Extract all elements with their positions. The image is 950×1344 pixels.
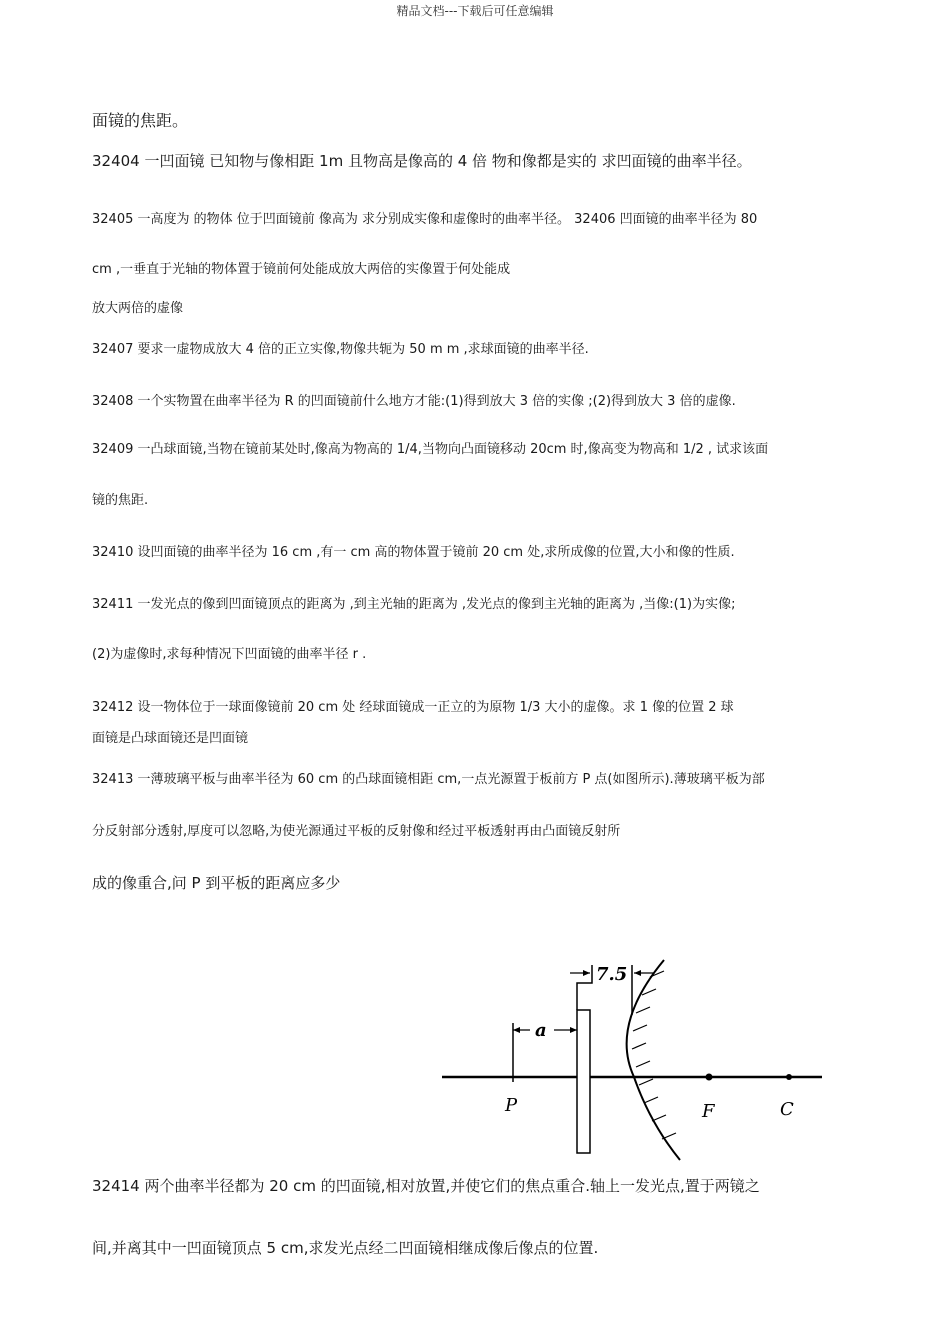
problem-32411: 32411 一发光点的像到凹面镜顶点的距离为 ,到主光轴的距离为 ,发光点的像到主光轴的距离为 ,当像:(1)为实像; bbox=[92, 597, 736, 612]
label-a: a bbox=[535, 1020, 547, 1041]
text-line-4: cm ,一垂直于光轴的物体置于镜前何处能成放大两倍的实像置于何处能成 bbox=[92, 262, 511, 277]
arrowhead-a-left bbox=[513, 1027, 520, 1033]
text-line-5: 放大两倍的虚像 bbox=[92, 301, 184, 316]
problem-32414: 32414 两个曲率半径都为 20 cm 的凹面镜,相对放置,并使它们的焦点重合.轴上一发光点,置于两镜之 bbox=[92, 1177, 760, 1195]
arrowhead-left bbox=[583, 970, 590, 976]
problem-32405-32406: 32405 一高度为 的物体 位于凹面镜前 像高为 求分别成实像和虚像时的曲率半径。 32406 凹面镜的曲率半径为 80 bbox=[92, 212, 758, 227]
arrowhead-a-right bbox=[570, 1027, 577, 1033]
problem-32408: 32408 一个实物置在曲率半径为 R 的凹面镜前什么地方才能:(1)得到放大 3 倍的实像 ;(2)得到放大 3 倍的虚像. bbox=[92, 394, 736, 409]
text-line-9: 镜的焦距. bbox=[92, 493, 149, 508]
problem-32410: 32410 设凹面镜的曲率半径为 16 cm ,有一 cm 高的物体置于镜前 20 cm 处,求所成像的位置,大小和像的性质. bbox=[92, 545, 735, 560]
problem-32407: 32407 要求一虚物成放大 4 倍的正立实像,物像共轭为 50 m m ,求球面镜的曲率半径. bbox=[92, 342, 589, 357]
page-header: 精品文档---下载后可任意编辑 bbox=[396, 4, 554, 18]
text-line-12: (2)为虚像时,求每种情况下凹面镜的曲率半径 r . bbox=[92, 647, 367, 662]
text-line-17: 成的像重合,问 P 到平板的距离应多少 bbox=[92, 874, 341, 892]
text-line-14: 面镜是凸球面镜还是凹面镜 bbox=[92, 731, 249, 746]
glass-plate bbox=[577, 1010, 590, 1153]
mirror-diagram bbox=[432, 955, 832, 1165]
problem-32404: 32404 一凹面镜 已知物与像相距 1m 且物高是像高的 4 倍 物和像都是实的 求凹面镜的曲率半径。 bbox=[92, 152, 752, 170]
problem-32412: 32412 设一物体位于一球面像镜前 20 cm 处 经球面镜成一正立的为原物 1/3 大小的虚像。求 1 像的位置 2 球 bbox=[92, 700, 734, 715]
label-f: F bbox=[702, 1101, 715, 1122]
center-point-dot bbox=[786, 1074, 792, 1080]
arrowhead-right bbox=[634, 970, 641, 976]
label-7-5: 7.5 bbox=[596, 964, 628, 985]
label-p: P bbox=[505, 1095, 518, 1116]
label-c: C bbox=[780, 1099, 794, 1120]
text-line-19: 间,并离其中一凹面镜顶点 5 cm,求发光点经二凹面镜相继成像后像点的位置. bbox=[92, 1239, 599, 1257]
problem-32409: 32409 一凸球面镜,当物在镜前某处时,像高为物高的 1/4,当物向凸面镜移动 20cm 时,像高变为物高和 1/2 , 试求该面 bbox=[92, 442, 769, 457]
text-line-16: 分反射部分透射,厚度可以忽略,为使光源通过平板的反射像和经过平板透射再由凸面镜反射所 bbox=[92, 824, 621, 839]
problem-32413: 32413 一薄玻璃平板与曲率半径为 60 cm 的凸球面镜相距 cm,一点光源置于板前方 P 点(如图所示).薄玻璃平板为部 bbox=[92, 772, 765, 787]
text-line-1: 面镜的焦距。 bbox=[92, 111, 189, 130]
focal-point-dot bbox=[706, 1074, 713, 1081]
